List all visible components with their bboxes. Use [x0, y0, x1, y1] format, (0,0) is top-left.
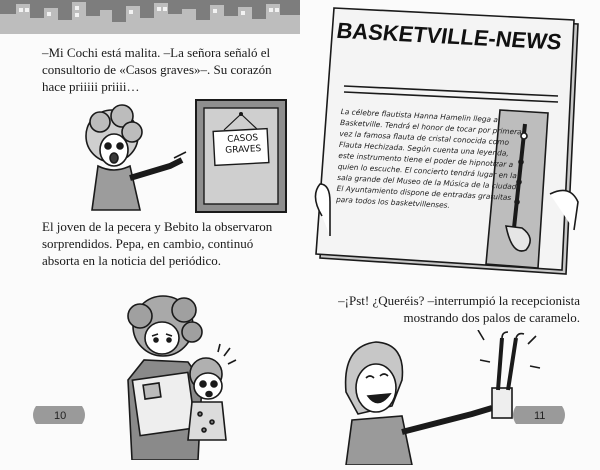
story-paragraph-3: –¡Pst! ¿Queréis? –interrumpió la recepcionista mostrando dos palos de caramelo.: [338, 293, 580, 325]
city-skyline-header: [0, 0, 300, 34]
page-number-left: 10: [54, 410, 67, 422]
newspaper-article: La célebre flautista Hanna Hamelin llega a Basketville. Tendrá el honor de tocar por primera vez la famosa flauta de cristal conocida como Flauta Hechizada. Según cuenta una leyenda, este instrumento tiene el poder de hipnotizar a quien lo escuche. El concierto tendrá lugar en la sala grande del Museo de la Música de la ciudad. El Ayuntamiento dispone de entradas gratuitas para todos los basketvillenses.: [335, 106, 522, 210]
story-paragraph-2: El joven de la pecera y Bebito la observaron sorprendidos. Pepa, en cambio, continuó absorta en la noticia del periódico.: [42, 219, 273, 268]
story-paragraph-1: –Mi Cochi está malita. –La señora señaló el consultorio de «Casos graves»–. Su corazón hace priiiii priiii…: [42, 45, 272, 94]
pepa-reading-illustration: [118, 290, 238, 460]
casos-graves-sign-text: CASOS GRAVES: [225, 133, 262, 156]
woman-pointing-illustration: [70, 100, 190, 220]
page-number-right: 11: [534, 410, 546, 422]
newspaper-masthead: BASKETVILLE-NEWS: [334, 17, 564, 55]
receptionist-candy-illustration: [332, 330, 542, 465]
